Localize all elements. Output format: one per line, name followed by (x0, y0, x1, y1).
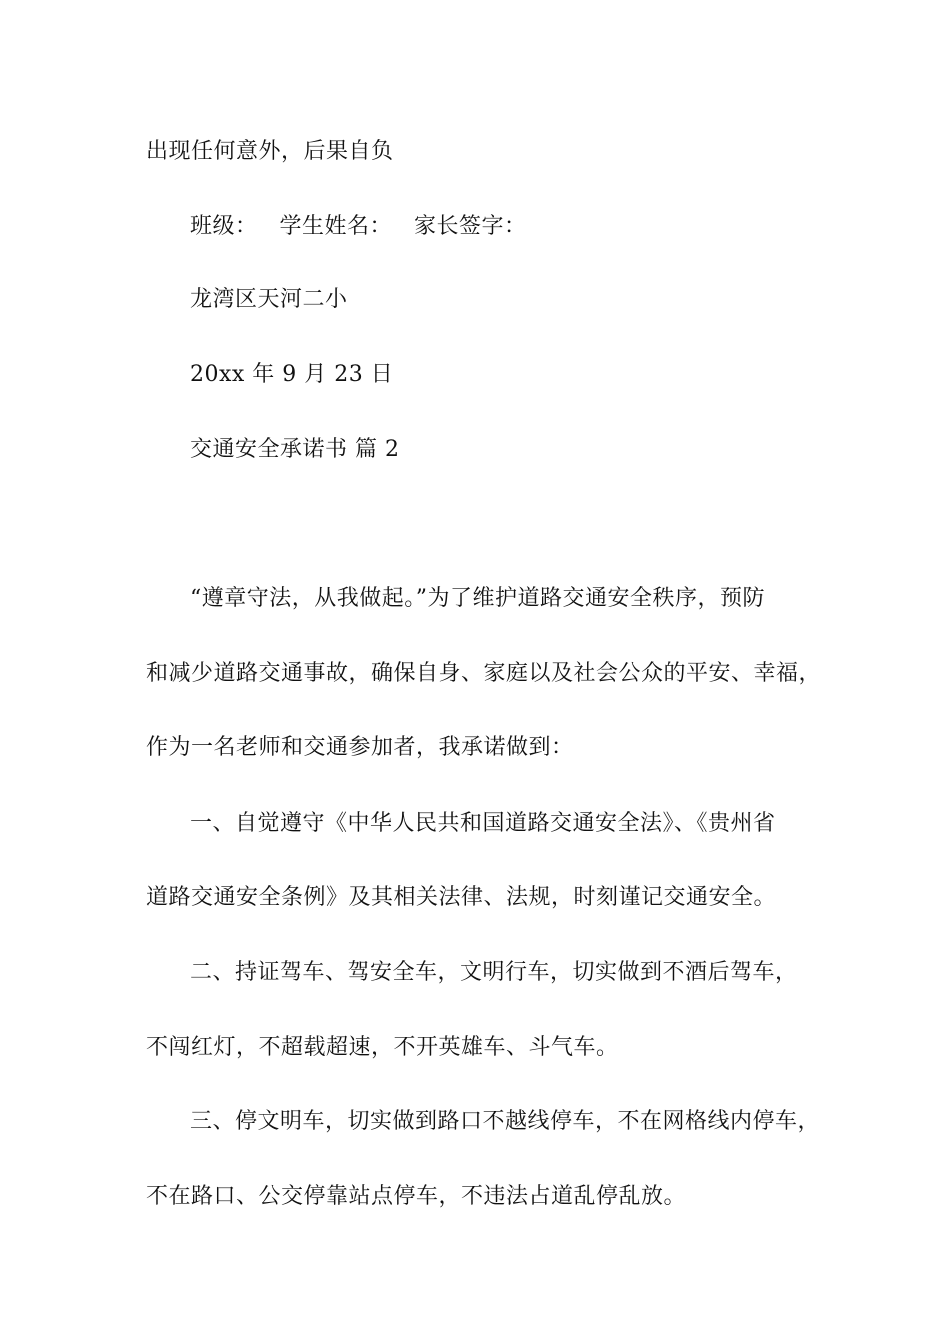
text-line-continuation: 出现任何意外，后果自负 (146, 139, 394, 164)
paragraph-line: 不在路口、公交停靠站点停车，不违法占道乱停乱放。 (146, 1184, 687, 1209)
paragraph-line: 作为一名老师和交通参加者，我承诺做到： (146, 735, 574, 760)
paragraph-line: 不闯红灯，不超载超速，不开英雄车、斗气车。 (146, 1035, 619, 1060)
document-date: 20xx 年 9 月 23 日 (190, 362, 394, 387)
school-name: 龙湾区天河二小 (190, 287, 348, 312)
paragraph-line: “遵章守法，从我做起。”为了维护道路交通安全秩序，预防 (190, 586, 765, 611)
paragraph-line: 三、停文明车，切实做到路口不越线停车，不在网格线内停车， (190, 1109, 821, 1134)
paragraph-line: 和减少道路交通事故，确保自身、家庭以及社会公众的平安、幸福， (146, 661, 822, 686)
class-label: 班级： (190, 214, 258, 239)
signature-row (190, 212, 527, 242)
paragraph-line: 一、自觉遵守《中华人民共和国道路交通安全法》、《贵州省 (190, 811, 776, 836)
paragraph-line: 二、持证驾车、驾安全车，文明行车，切实做到不酒后驾车， (190, 960, 798, 985)
paragraph-line: 道路交通安全条例》及其相关法律、法规，时刻谨记交通安全。 (146, 885, 777, 910)
student-name-label: 学生姓名： (279, 214, 393, 239)
section-title: 交通安全承诺书 篇 2 (190, 437, 400, 462)
parent-signature-label: 家长签字： (414, 214, 527, 239)
